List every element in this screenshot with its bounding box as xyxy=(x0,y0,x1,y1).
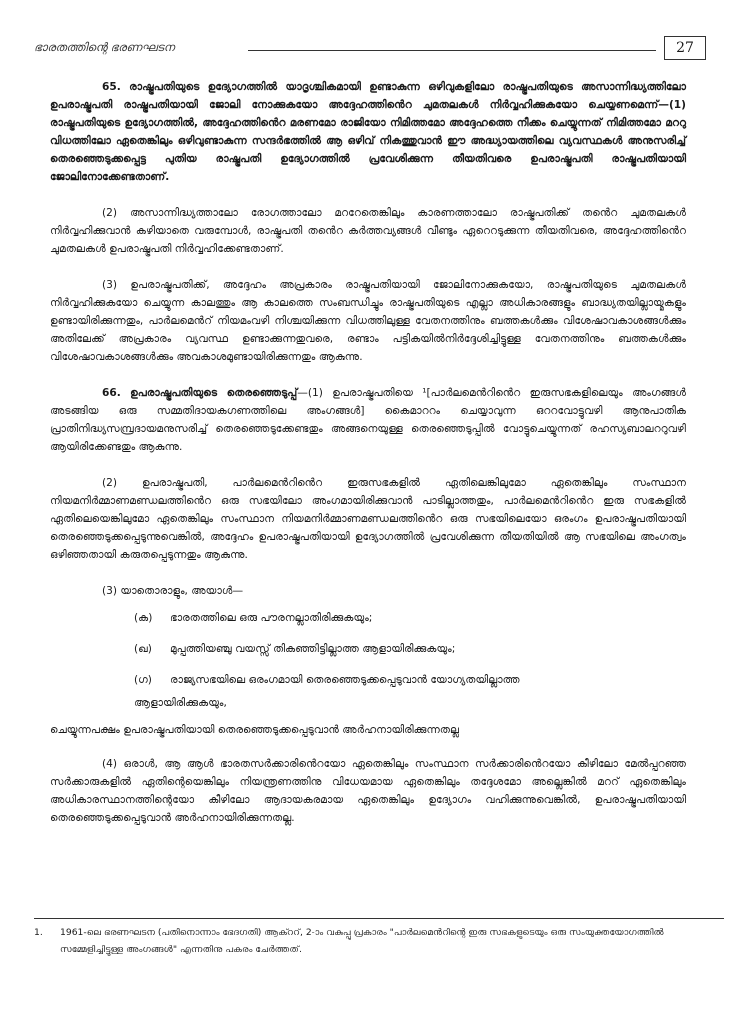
list-item-continuation: ആളായിരിക്കുകയും, xyxy=(134,697,227,709)
article-66-clause-1 xyxy=(50,384,686,456)
article-heading: ഉപരാഷ്ട്രപതിയുടെ തെരഞ്ഞെടുപ്പ് xyxy=(130,387,298,399)
clause-number: (2) xyxy=(102,207,118,219)
article-66-clause-3-lead: (3) യാതൊരാളും, അയാൾ— xyxy=(102,585,244,597)
footnote-text: 1961-ലെ ഭരണഘടന (പതിനൊന്നാം ഭേദഗതി) ആക്ററ്, 2-ാം വകുപ്പു പ്രകാരം "പാർലമെൻറിന്റെ ഇരു സഭകളുടെയും ഒരു സംയുക്തയോഗത്തിൽ സമ്മേളിച്ചിട്ടുള്ള അംഗങ്ങൾ" എന്നതിനു പകരം ചേർത്തത്. xyxy=(60,927,664,955)
running-title: ഭാരതത്തിന്റെ ഭരണഘടന xyxy=(34,40,175,54)
paragraph-text: —(1) ഉപരാഷ്ട്രപതിയെ ¹[പാർലമെൻറിൻെറ ഇരുസഭകളിലെയും അംഗങ്ങൾ അടങ്ങിയ ഒരു സമ്മതിദായകഗണത്തിലെ അംഗങ്ങൾ] കൈമാററം ചെയ്യാവുന്ന ഒററവോട്ടുവഴി ആനുപാതിക പ്രാതിനിദ്ധ്യസമ്പ്രദായമനുസരിച്ച് തെരഞ്ഞെടുക്കേണ്ടതും അങ്ങനെയുള്ള തെരഞ്ഞെടുപ്പിൽ വോട്ടുചെയ്യുന്നത് രഹസ്യബാലററുവഴി ആയിരിക്കേണ്ടതും ആകുന്നു. xyxy=(50,387,686,453)
article-65-clause-3 xyxy=(50,276,686,366)
article-65-clause-1 xyxy=(50,78,686,186)
list-item-text: ഭാരതത്തിലെ ഒരു പൗരനല്ലാതിരിക്കുകയും; xyxy=(170,612,373,624)
paragraph-text: അസാന്നിദ്ധ്യത്താലോ രോഗത്താലോ മററേതെങ്കിലും കാരണത്താലോ രാഷ്ട്രപതിക്ക് തൻെറ ചുമതലകൾ നിർവ്വഹിക്കുവാൻ കഴിയാതെ വരുമ്പോൾ, രാഷ്ട്രപതി തൻെറ കർത്തവ്യങ്ങൾ വീണ്ടും ഏറെറടുക്കുന്ന തീയതിവരെ, അദ്ദേഹത്തിൻെറ ചുമതലകൾ ഉപരാഷ്ട്രപതി നിർവ്വഹിക്കേണ്ടതാണ്. xyxy=(50,207,686,255)
article-66-clause-4 xyxy=(50,755,686,827)
article-66-clause-2 xyxy=(50,474,686,564)
clause-number: (4) xyxy=(102,758,118,770)
list-item xyxy=(134,641,686,658)
footnote-rule xyxy=(34,918,724,919)
paragraph-text: ഒരാൾ, ആ ആൾ ഭാരതസർക്കാരിൻെറയോ ഏതെങ്കിലും സംസ്ഥാന സർക്കാരിൻെറയോ കീഴിലോ മേൽപ്പറഞ്ഞ സർക്കാരുകളിൽ ഏതിന്റെയെങ്കിലും നിയന്ത്രണത്തിനു വിധേയമായ ഏതെങ്കിലും തദ്ദേശമോ അല്ലെങ്കിൽ മററ് ഏതെങ്കിലും അധികാരസ്ഥാനത്തിന്റെയോ കീഴിലോ ആദായകരമായ ഏതെങ്കിലും ഉദ്യോഗം വഹിക്കുന്നുവെങ്കിൽ, ഉപരാഷ്ട്രപതിയായി തെരഞ്ഞെടുക്കപ്പെടുവാൻ അർഹനായിരിക്കുന്നതല്ല. xyxy=(50,758,686,824)
article-65-clause-2 xyxy=(50,204,686,258)
list-item-text: മുപ്പത്തിയഞ്ചു വയസ്സ് തികഞ്ഞിട്ടില്ലാത്ത ആളായിരിക്കുകയും; xyxy=(170,643,456,655)
disqualification-list xyxy=(50,610,686,712)
list-item-label: (ഖ) xyxy=(134,643,152,655)
list-item-label: (ക) xyxy=(134,612,153,624)
list-item-label: (ഗ) xyxy=(134,674,152,686)
paragraph-text: ഉപരാഷ്ട്രപതി, പാർലമെൻറിൻെറ ഇരുസഭകളിൽ ഏതിലെങ്കിലുമോ ഏതെങ്കിലും സംസ്ഥാന നിയമനിർമ്മാണമണ്ഡലത്തിൻെറ ഒരു സഭയിലോ അംഗമായിരിക്കുവാൻ പാടില്ലാത്തതും, പാർലമെൻറിൻെറ ഇരു സഭകളിൽ ഏതിലെയെങ്കിലുമോ ഏതെങ്കിലും സംസ്ഥാന നിയമനിർമ്മാണമണ്ഡലത്തിൻെറ ഒരു സഭയിലെയോ ഒരംഗം ഉപരാഷ്ട്രപതിയായി തെരഞ്ഞെടുക്കപ്പെടുന്നുവെങ്കിൽ, അദ്ദേഹം ഉപരാഷ്ട്രപതിയായി ഉദ്യോഗത്തിൽ പ്രവേശിക്കുന്ന തീയതിയിൽ ആ സഭയിലെ അംഗത്വം ഒഴിഞ്ഞതായി കരുതപ്പെടുന്നതും ആകുന്നു. xyxy=(50,477,686,561)
clause-number: (3) xyxy=(102,279,118,291)
page-number: 27 xyxy=(664,36,706,60)
body-text xyxy=(50,78,686,845)
clause-number: (2) xyxy=(102,477,118,489)
article-number: 65. xyxy=(102,81,121,93)
article-number: 66. xyxy=(102,387,121,399)
page-header xyxy=(34,36,706,64)
footnote-mark: 1. xyxy=(34,927,43,938)
list-item xyxy=(134,610,686,627)
paragraph-text: ഉപരാഷ്ട്രപതിക്ക്, അദ്ദേഹം അപ്രകാരം രാഷ്ട്രപതിയായി ജോലിനോക്കുകയോ, രാഷ്ട്രപതിയുടെ ചുമതലകൾ നിർവ്വഹിക്കുകയോ ചെയ്യുന്ന കാലത്തും ആ കാലത്തെ സംബന്ധിച്ചും രാഷ്ട്രപതിയുടെ എല്ലാ അധികാരങ്ങളും ബാദ്ധ്യതയില്ലായ്മകളും ഉണ്ടായിരിക്കുന്നതും, പാർലമെൻറ് നിയമംവഴി നിശ്ചയിക്കുന്ന വിധത്തിലുള്ള വേതനത്തിനും ബത്തകൾക്കും വിശേഷാവകാശങ്ങൾക്കും അതിലേക്ക് അപ്രകാരം വ്യവസ്ഥ ഉണ്ടാക്കുന്നതുവരെ, രണ്ടാം പട്ടികയിൽനിർദ്ദേശിച്ചിട്ടുള്ള വേതനത്തിനും ബത്തകൾക്കും വിശേഷാവകാശങ്ങൾക്കും അവകാശമുണ്ടായിരിക്കുന്നതും ആകുന്നു. xyxy=(50,279,686,363)
footnote xyxy=(34,924,724,958)
list-item-text: രാജ്യസഭയിലെ ഒരംഗമായി തെരഞ്ഞെടുക്കപ്പെടുവാൻ യോഗ്യതയില്ലാത്ത xyxy=(170,674,520,686)
article-66-clause-3-tail: ചെയ്യുന്നപക്ഷം ഉപരാഷ്ട്രപതിയായി തെരഞ്ഞെടുക്കപ്പെടുവാൻ അർഹനായിരിക്കുന്നതല്ല xyxy=(50,724,460,736)
list-item xyxy=(134,672,686,689)
header-rule xyxy=(248,50,656,51)
paragraph-text: രാഷ്ട്രപതിയുടെ ഉദ്യോഗത്തിൽ യാദൃശ്ചികമായി ഉണ്ടാകുന്ന ഒഴിവുകളിലോ രാഷ്ട്രപതിയുടെ അസാന്നിദ്ധ്യത്തിലോ ഉപരാഷ്ട്രപതി രാഷ്ട്രപതിയായി ജോലി നോക്കുകയോ അദ്ദേഹത്തിൻെറ ചുമതലകൾ നിർവ്വഹിക്കുകയോ ചെയ്യണമെന്ന്—(1) രാഷ്ട്രപതിയുടെ ഉദ്യോഗത്തിൽ, അദ്ദേഹത്തിൻെറ മരണമോ രാജിയോ നിമിത്തമോ അദ്ദേഹത്തെ നീക്കം ചെയ്യുന്നത് നിമിത്തമോ മററു വിധത്തിലോ ഏതെങ്കിലും ഒഴിവുണ്ടാകുന്ന സന്ദർഭത്തിൽ ആ ഒഴിവ് നികത്തുവാൻ ഈ അദ്ധ്യായത്തിലെ വ്യവസ്ഥകൾ അനുസരിച്ച് തെരഞ്ഞെടുക്കപ്പെട്ട പുതിയ രാഷ്ട്രപതി ഉദ്യോഗത്തിൽ പ്രവേശിക്കുന്ന തീയതിവരെ ഉപരാഷ്ട്രപതി രാഷ്ട്രപതിയായി ജോലിനോക്കേണ്ടതാണ്. xyxy=(50,81,686,183)
